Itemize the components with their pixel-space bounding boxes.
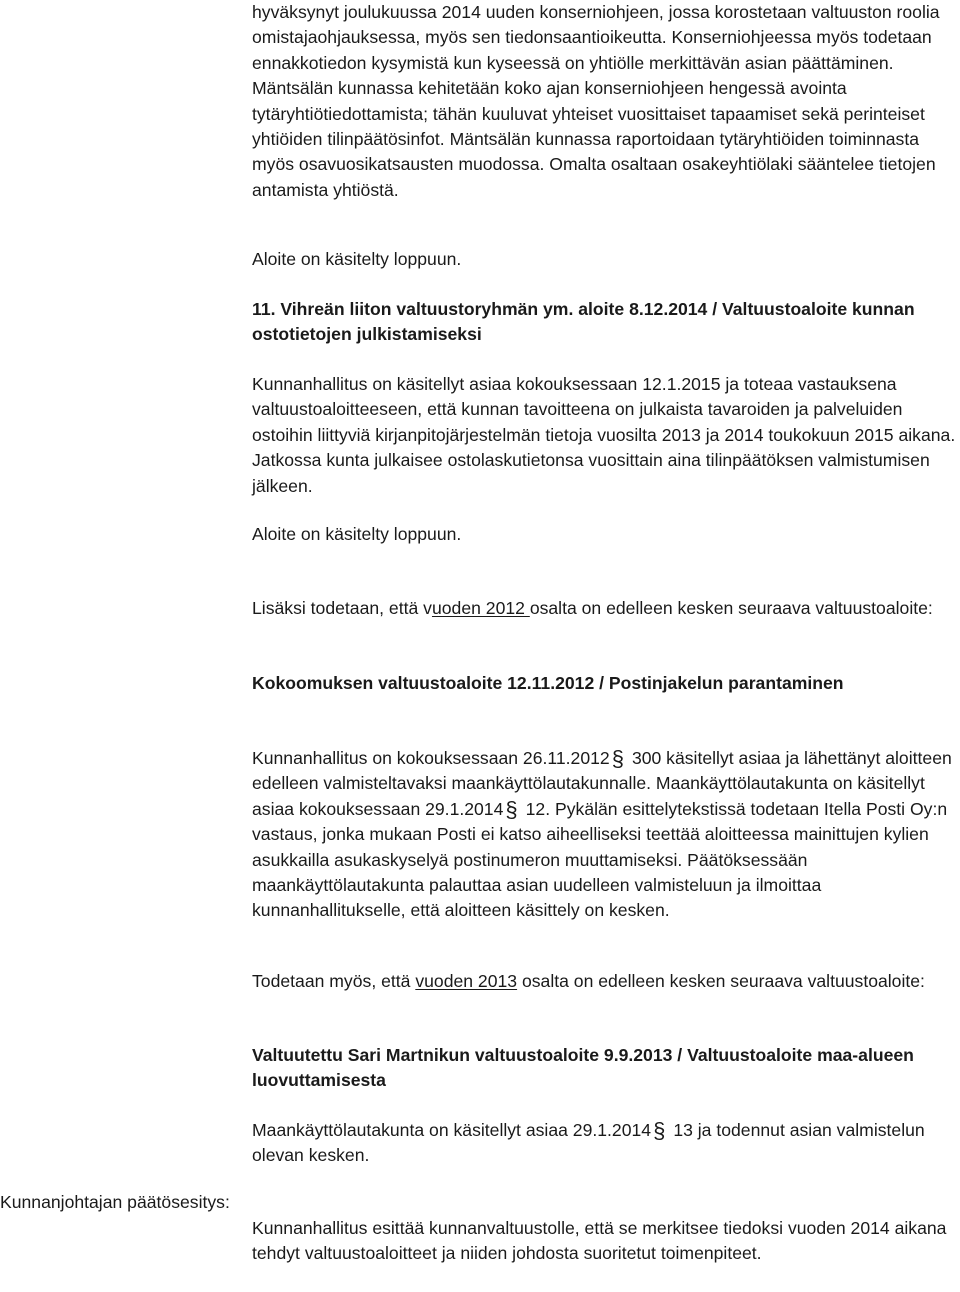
pending2012-heading: Kokoomuksen valtuustoaloite 12.11.2012 / Postinjakelun parantaminen	[252, 673, 844, 693]
pending2012-paragraph: Kunnanhallitus on kokouksessaan 26.11.2012§ 300 käsitellyt asiaa ja lähettänyt aloitteen edelleen valmisteltavaksi maankäyttölautakunnalle. Maankäyttölautakunta on käsitellyt asiaa kokouksessaan 29.1.2014§ 12. Pykälän esittelytekstissä todetaan Itella Posti Oy:n vastaus, jonka mukaan Posti ei katso aiheelliseksi teettää aloitteessa mainittujen kylien asukkailla asukaskyselyä postinumeron muuttamiseksi. Päätöksessään maankäyttölautakunta palauttaa asian uudelleen valmisteluun ja ilmoittaa kunnanhallitukselle, että aloitteen käsittely on kesken.	[252, 746, 952, 921]
intro-status: Aloite on käsitelty loppuun.	[252, 249, 462, 269]
year-2013-underlined: vuoden 2013	[415, 971, 518, 991]
item11-heading: 11. Vihreän liiton valtuustoryhmän ym. aloite 8.12.2014 / Valtuustoaloite kunnan ostotietojen julkistamiseksi	[252, 299, 915, 345]
pending2013-paragraph: Maankäyttölautakunta on käsitellyt asiaa 29.1.2014§ 13 ja todennut asian valmistelun olevan kesken.	[252, 1118, 925, 1166]
section-sign: §	[611, 746, 624, 771]
pending2012-intro: Lisäksi todetaan, että vuoden 2012 osalta on edelleen kesken seuraava valtuustoaloite:	[252, 598, 933, 618]
section-sign: §	[653, 1118, 666, 1143]
year-2012-underlined: uoden 2012	[431, 598, 530, 618]
proposal-text: Kunnanhallitus esittää kunnanvaltuustolle, että se merkitsee tiedoksi vuoden 2014 aikana tehdyt valtuustoaloitteet ja niiden johdosta suoritetut toimenpiteet.	[252, 1218, 947, 1264]
intro-paragraph: hyväksynyt joulukuussa 2014 uuden konserniohjeen, jossa korostetaan valtuuston roolia omistajaohjauksessa, myös sen tiedonsaantioikeutta. Konserniohjeessa myös todetaan ennakkotiedon kysymistä kun kyseessä on yhtiölle merkittävän asian päättäminen. Mäntsälän kunnassa kehitetään koko ajan konserniohjeen hengessä avointa tytäryhtiötiedottamista; tähän kuuluvat yhteiset vuosittaiset tapaamiset sekä perinteiset yhtiöiden tilinpäätösinfot. Mäntsälän kunnassa raportoidaan tytäryhtiöiden toiminnasta myös osavuosikatsausten muodossa. Omalta osaltaan osakeyhtiölaki sääntelee tietojen antamista yhtiöstä.	[252, 2, 940, 200]
pending2013-intro: Todetaan myös, että vuoden 2013 osalta on edelleen kesken seuraava valtuustoaloite:	[252, 971, 925, 991]
proposal-label: Kunnanjohtajan päätösesitys:	[0, 1192, 230, 1212]
item11-status: Aloite on käsitelty loppuun.	[252, 524, 462, 544]
section-sign: §	[505, 796, 518, 822]
item11-paragraph: Kunnanhallitus on käsitellyt asiaa kokouksessaan 12.1.2015 ja toteaa vastauksena valtuustoaloitteeseen, että kunnan tavoitteena on julkaista tavaroiden ja palveluiden ostoihin liittyviä kirjanpitojärjestelmän tietoja vuosilta 2013 ja 2014 toukokuun 2015 aikana. Jatkossa kunta julkaisee ostolaskutietonsa vuosittain aina tilinpäätöksen valmistumisen jälkeen.	[252, 374, 956, 496]
pending2013-heading: Valtuutettu Sari Martnikun valtuustoaloite 9.9.2013 / Valtuustoaloite maa-alueen luovuttamisesta	[252, 1045, 914, 1091]
